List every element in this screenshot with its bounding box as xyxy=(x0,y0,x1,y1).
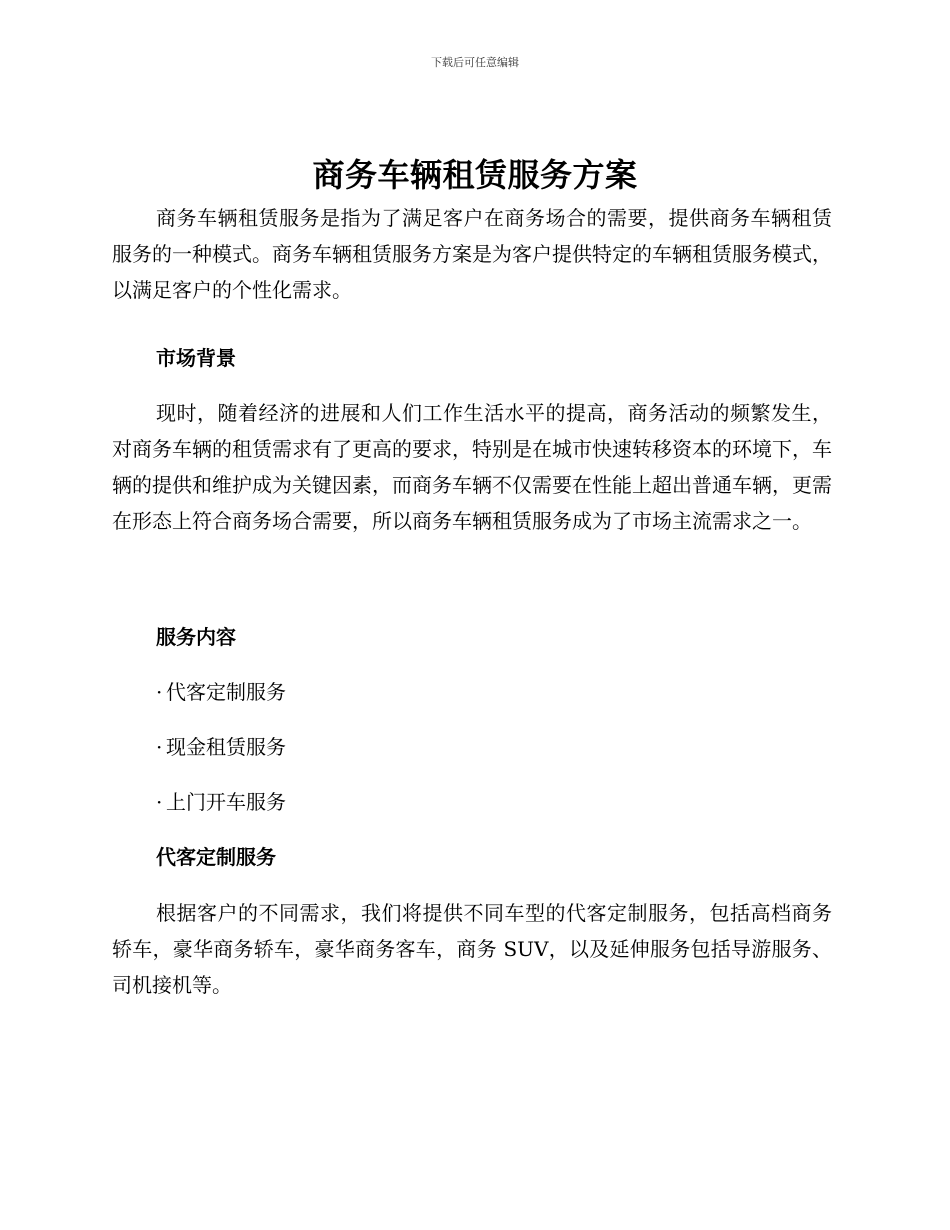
section-heading-services: 服务内容 xyxy=(156,625,236,649)
list-item-label: 上门开车服务 xyxy=(166,790,286,814)
list-item-label: 代客定制服务 xyxy=(166,680,286,704)
intro-paragraph: 商务车辆租赁服务是指为了满足客户在商务场合的需要，提供商务车辆租赁服务的一种模式。商务车辆租赁服务方案是为客户提供特定的车辆租赁服务模式，以满足客户的个性化需求。 xyxy=(112,206,832,302)
list-item-label: 现金租赁服务 xyxy=(166,735,286,759)
section-heading-custom: 代客定制服务 xyxy=(156,845,276,869)
document-title: 商务车辆租赁服务方案 xyxy=(312,156,638,194)
bullet-icon: · xyxy=(156,735,163,759)
bullet-icon: · xyxy=(156,790,163,814)
list-item xyxy=(156,674,286,710)
list-item xyxy=(156,729,286,765)
page-header-note: 下载后可任意编辑 xyxy=(431,56,519,69)
bullet-icon: · xyxy=(156,680,163,704)
list-item xyxy=(156,784,286,820)
market-paragraph: 现时，随着经济的进展和人们工作生活水平的提高，商务活动的频繁发生，对商务车辆的租赁需求有了更高的要求，特别是在城市快速转移资本的环境下，车辆的提供和维护成为关键因素，而商务车辆不仅需要在性能上超出普通车辆，更需在形态上符合商务场合需要，所以商务车辆租赁服务成为了市场主流需求之一。 xyxy=(112,401,832,533)
custom-paragraph: 根据客户的不同需求，我们将提供不同车型的代客定制服务，包括高档商务轿车，豪华商务轿车，豪华商务客车，商务 SUV，以及延伸服务包括导游服务、司机接机等。 xyxy=(112,901,832,997)
section-heading-market: 市场背景 xyxy=(156,346,236,370)
